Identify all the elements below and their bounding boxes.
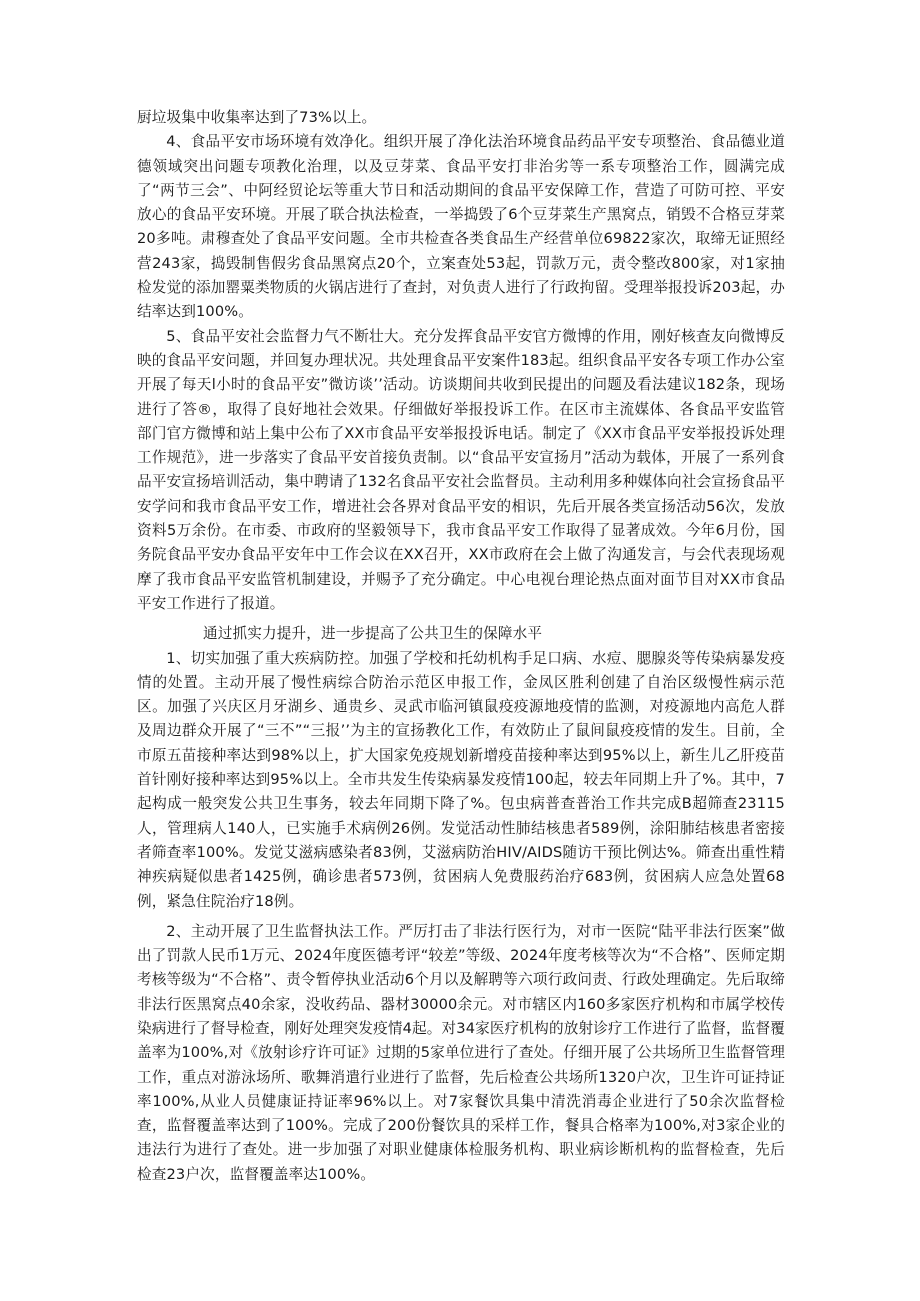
section-heading: 通过抓实力提升，进一步提高了公共卫生的保障水平 xyxy=(203,625,543,643)
paragraph-health-inspection: 2、主动开展了卫生监督执法工作。严厉打击了非法行医行为，对市一医院“陆平非法行医案”做出了罚款人民币1万元、2024年度医德考评“较差”等级、2024年度考核等次为“不合格”、医师定期考核等级为“不合格”、责令暂停执业活动6个月以及解聘等六项行政问责、行政处理确定。先后取缔非法行医黑窝点40余家，没收药品、器材30000余元。对市辖区内160多家医疗机构和市属学校传染病进行了督导检查，刚好处理突发疫情4起。对34家医疗机构的放射诊疗工作进行了监督，监督覆盖率为100%,对《放射诊疗许可证》过期的5家单位进行了查处。仔细开展了公共场所卫生监督管理工作，重点对游泳场所、歌舞消遣行业进行了监督，先后检查公共场所1320户次，卫生许可证持证率100%,从业人员健康证持证率96%以上。对7家餐饮具集中清洗消毒企业进行了50余次监督检查，监督覆盖率达到了100%。完成了200份餐饮具的采样工作，餐具合格率为100%,对3家企业的违法行为进行了查处。进一步加强了对职业健康体检服务机构、职业病诊断机构的监督检查，先后检查23户次，监督覆盖率达100%。 xyxy=(137,922,785,1183)
paragraph-food-supervision: 5、食品平安社会监督力气不断壮大。充分发挥食品平安官方微博的作用，刚好核查友向微博反映的食品平安问题，并回复办理状况。共处理食品平安案件183起。组织食品平安各专项工作办公室开展了每天l小时的食品平安”微访谈’’活动。访谈期间共收到民提出的问题及看法建议182条，现场进行了答®，取得了良好地社会效果。仔细做好举报投诉工作。在区市主流媒体、各食品平安监管部门官方微博和站上集中公布了XX市食品平安举报投诉电话。制定了《XX市食品平安举报投诉处理工作规范》，进一步落实了食品平安首接负责制。以“食品平安宣扬月”活动为载体，开展了一系列食品平安宣扬培训活动，集中聘请了132名食品平安社会监督员。主动利用多种媒体向社会宣扬食品平安学问和我市食品平安工作，增进社会各界对食品平安的相识，先后开展各类宣扬活动56次，发放资料5万余份。在市委、市政府的坚毅领导下，我市食品平安工作取得了显著成效。今年6月份，国务院食品平安办食品平安年中工作会议在XX召开，XX市政府在会上做了沟通发言，与会代表现场观摩了我市食品平安监管机制建设，并赐予了充分确定。中心电视台理论热点面对面节目对XX市食品平安工作进行了报道。 xyxy=(137,327,785,612)
paragraph-food-market: 4、食品平安市场环境有效净化。组织开展了净化法治环境食品药品平安专项整治、食品德业道德领域突出问题专项教化治理，以及豆芽菜、食品平安打非治劣等一系专项整治工作，圆满完成了“两节三会”、中阿经贸论坛等重大节日和活动期间的食品平安保障工作，营造了可防可控、平安放心的食品平安环境。开展了联合执法检查，一举捣毁了6个豆芽菜生产黑窝点，销毁不合格豆芽菜20多吨。肃穆查处了食品平安问题。全市共检查各类食品生产经营单位69822家次，取缔无证照经营243家，捣毁制售假劣食品黑窝点20个，立案查处53起，罚款万元，责令整改800家，对1家抽检发觉的添加罂粟类物质的火锅店进行了查封，对负责人进行了行政拘留。受理举报投诉203起，办结率达到100%。 xyxy=(137,133,785,321)
document-body xyxy=(137,106,785,1187)
paragraph-disease-control: 1、切实加强了重大疾病防控。加强了学校和托幼机构手足口病、水痘、腮腺炎等传染病暴发疫情的处置。主动开展了慢性病综合防治示范区申报工作，金凤区胜利创建了自治区级慢性病示范区。加强了兴庆区月牙湖乡、通贵乡、灵武市临河镇鼠疫疫源地疫情的监测，对疫源地内高危人群及周边群众开展了“三不”“三报’’为主的宣扬教化工作，有效防止了鼠间鼠疫疫情的发生。目前，全市原五苗接种率达到98%以上，扩大国家免疫规划新增疫苗接种率达到95%以上，新生儿乙肝疫苗首针刚好接种率达到95%以上。全市共发生传染病暴发疫情100起，较去年同期上升了%。其中，7起构成一般突发公共卫生事务，较去年同期下降了%。包虫病普查普治工作共完成B超筛查23115人，管理病人140人，已实施手术病例26例。发觉活动性肺结核患者589例，涂阳肺结核患者密接者筛查率100%。发觉艾滋病感染者83例，艾滋病防治HIV/AIDS随访干预比例达%。筛查出重性精神疾病疑似患者1425例，确诊患者573例，贫困病人免费服药治疗683例，贫困病人应急处置68例，紧急住院治疗18例。 xyxy=(137,649,785,910)
paragraph-0: 厨垃圾集中收集率达到了73%以上。 xyxy=(137,109,377,126)
